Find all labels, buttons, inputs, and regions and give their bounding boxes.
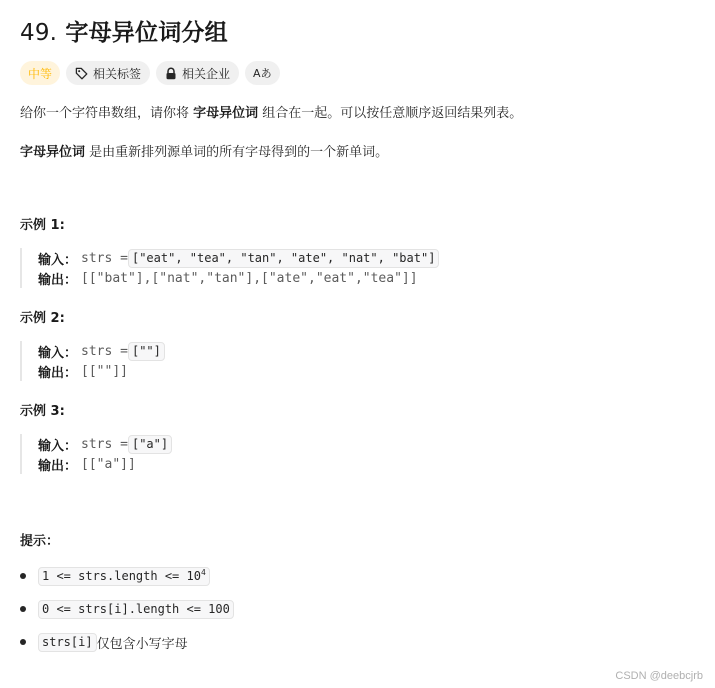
- problem-number: 49.: [20, 20, 58, 46]
- constraint-code: strs[i]: [38, 633, 97, 652]
- keyword-anagram: 字母异位词: [20, 145, 86, 160]
- example-output: 输出： [["a"]]: [38, 456, 136, 474]
- example-1-block: [20, 248, 439, 288]
- problem-name: 字母异位词分组: [65, 20, 228, 46]
- constraints-list: [20, 566, 234, 665]
- example-input: 输入： strs = ["a"]: [38, 434, 172, 454]
- difficulty-badge[interactable]: 中等: [20, 61, 60, 85]
- example-input: 输入： strs = ["eat", "tea", "tan", "ate", "nat", "bat"]: [38, 248, 439, 268]
- input-code: [""]: [128, 342, 165, 361]
- example-output: 输出： [["bat"],["nat","tan"],["ate","eat","tea"]]: [38, 270, 418, 288]
- watermark: CSDN @deebcjrb: [615, 670, 703, 682]
- example-3-block: [20, 434, 172, 474]
- list-item: [20, 599, 234, 619]
- related-companies-button[interactable]: [156, 61, 239, 85]
- bullet-icon: [20, 639, 26, 645]
- related-tags-label: 相关标签: [93, 66, 142, 81]
- problem-title: [20, 14, 228, 47]
- description-paragraph-2: 字母异位词 是由重新排列源单词的所有字母得到的一个新单词。: [20, 145, 389, 160]
- input-code: ["eat", "tea", "tan", "ate", "nat", "bat"]: [128, 249, 439, 268]
- related-companies-label: 相关企业: [182, 66, 231, 81]
- bullet-icon: [20, 606, 26, 612]
- tag-row: [20, 61, 280, 85]
- constraint-text: 仅包含小写字母: [96, 636, 188, 652]
- constraint-code: 0 <= strs[i].length <= 100: [38, 600, 234, 619]
- bullet-icon: [20, 573, 26, 579]
- example-1-heading: 示例 1:: [20, 218, 65, 233]
- example-2-block: [20, 341, 165, 381]
- constraints-heading: 提示：: [20, 534, 60, 549]
- translate-icon[interactable]: Aあ: [245, 61, 280, 85]
- example-2-heading: 示例 2:: [20, 311, 65, 326]
- description-paragraph-1: 给你一个字符串数组，请你将 字母异位词 组合在一起。可以按任意顺序返回结果列表。: [20, 106, 523, 121]
- input-code: ["a"]: [128, 435, 172, 454]
- example-output: 输出： [[""]]: [38, 363, 128, 381]
- example-3-heading: 示例 3:: [20, 404, 65, 419]
- list-item: [20, 632, 234, 652]
- constraint-code: 1 <= strs.length <= $10^4$: [38, 567, 210, 586]
- lock-icon: [165, 67, 177, 80]
- tag-icon: [75, 67, 88, 80]
- example-input: 输入： strs = [""]: [38, 341, 165, 361]
- related-tags-button[interactable]: [66, 61, 150, 85]
- keyword-anagram: 字母异位词: [193, 106, 259, 121]
- list-item: [20, 566, 234, 586]
